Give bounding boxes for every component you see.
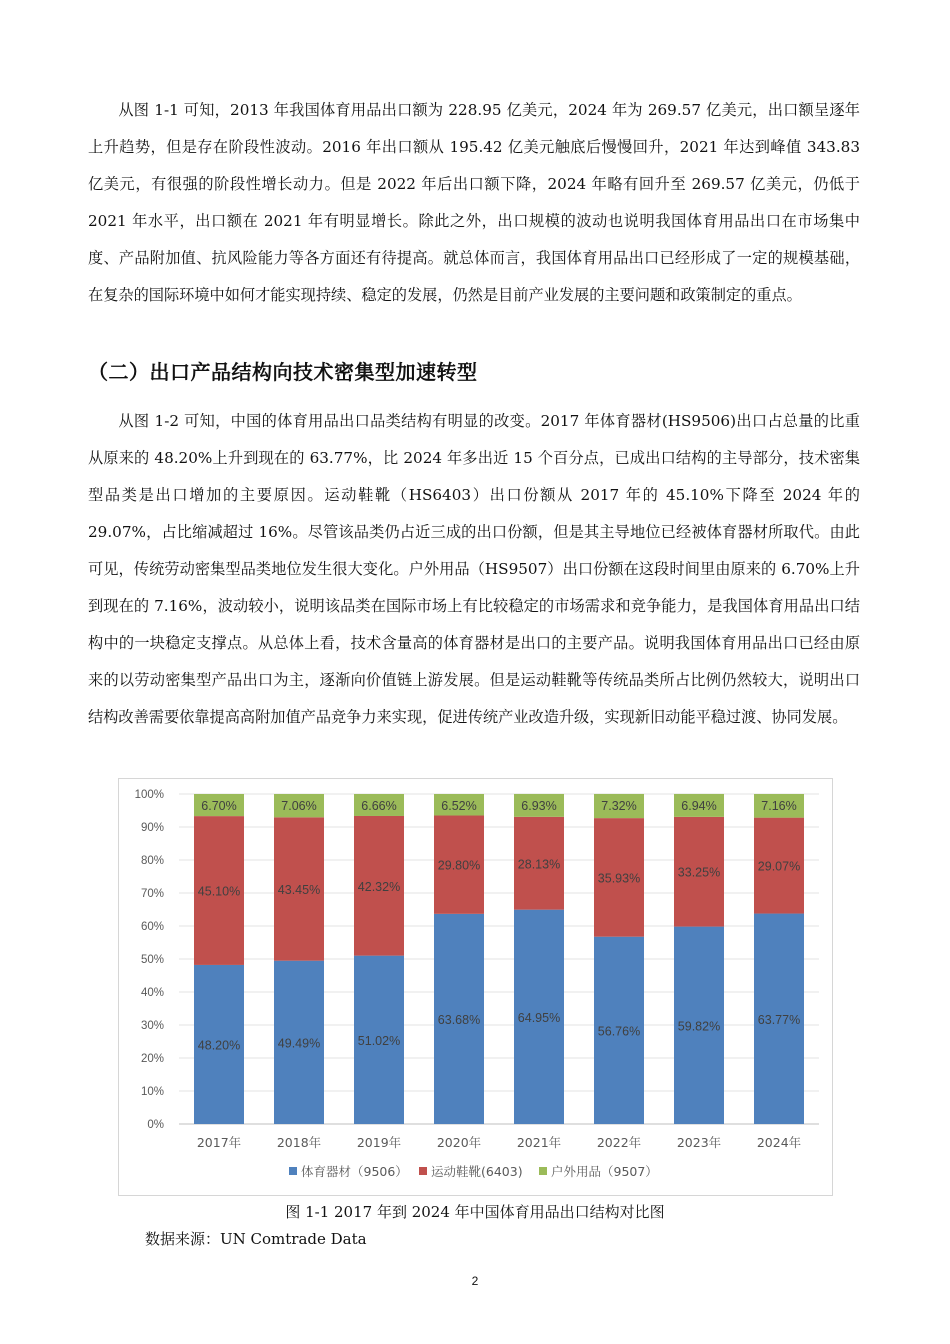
legend-label: 户外用品（9507） bbox=[551, 1164, 658, 1179]
legend-label: 体育器材（9506） bbox=[301, 1164, 408, 1179]
data-label: 6.52% bbox=[441, 799, 477, 813]
y-tick-label: 0% bbox=[147, 1119, 164, 1131]
data-label: 42.32% bbox=[357, 879, 401, 894]
data-label: 49.49% bbox=[277, 1036, 321, 1051]
data-label: 43.45% bbox=[277, 882, 321, 897]
x-tick-label: 2024年 bbox=[756, 1135, 802, 1150]
data-label: 7.32% bbox=[601, 798, 637, 813]
section-heading: （二）出口产品结构向技术密集型加速转型 bbox=[88, 360, 478, 384]
data-label: 63.77% bbox=[757, 1012, 801, 1027]
data-label: 63.68% bbox=[437, 1012, 481, 1027]
y-tick-label: 10% bbox=[140, 1086, 164, 1098]
y-tick-label: 30% bbox=[140, 1020, 164, 1032]
x-tick-label: 2023年 bbox=[676, 1135, 722, 1150]
legend-swatch bbox=[539, 1167, 547, 1175]
data-source: 数据来源：UN Comtrade Data bbox=[145, 1230, 367, 1248]
data-label: 6.70% bbox=[201, 799, 237, 813]
chart-frame bbox=[118, 778, 833, 1196]
data-label: 29.07% bbox=[757, 859, 801, 874]
data-label: 45.10% bbox=[197, 884, 241, 899]
y-tick-label: 80% bbox=[140, 855, 164, 867]
page-number: 2 bbox=[471, 1274, 479, 1288]
data-label: 35.93% bbox=[597, 871, 641, 886]
x-tick-label: 2021年 bbox=[516, 1135, 562, 1150]
paragraph-export-volume: 从图 1-1 可知，2013 年我国体育用品出口额为 228.95 亿美元，2024 年为 269.57 亿美元，出口额呈逐年上升趋势，但是存在阶段性波动。2016 年出口额从 195.42 亿美元触底后慢慢回升，2021 年达到峰值 343.83 亿美元，有很强的阶段性增长动力。但是 2022 年后出口额下降，2024 年略有回升至 269.57 亿美元，仍低于 2021 年水平，出口额在 2021 年有明显增长。除此之外，出口规模的波动也说明我国体育用品出口在市场集中度、产品附加值、抗风险能力等各方面还有待提高。就总体而言，我国体育用品出口已经形成了一定的规模基础，在复杂的国际环境中如何才能实现持续、稳定的发展，仍然是目前产业发展的主要问题和政策制定的重点。 bbox=[88, 101, 860, 304]
y-tick-label: 50% bbox=[140, 954, 164, 966]
y-tick-label: 90% bbox=[140, 822, 164, 834]
data-label: 59.82% bbox=[677, 1019, 721, 1034]
data-label: 28.13% bbox=[517, 857, 561, 872]
figure-caption: 图 1-1 2017 年到 2024 年中国体育用品出口结构对比图 bbox=[285, 1203, 665, 1221]
x-tick-label: 2022年 bbox=[596, 1135, 642, 1150]
data-label: 7.16% bbox=[761, 799, 797, 813]
x-tick-label: 2018年 bbox=[276, 1135, 322, 1150]
data-label: 48.20% bbox=[197, 1038, 241, 1053]
data-label: 29.80% bbox=[437, 858, 481, 873]
y-tick-label: 20% bbox=[140, 1053, 164, 1065]
legend-label: 运动鞋靴(6403) bbox=[431, 1164, 523, 1179]
x-tick-label: 2020年 bbox=[436, 1135, 482, 1150]
stacked-bar-chart bbox=[119, 779, 832, 1195]
y-tick-label: 100% bbox=[134, 789, 164, 801]
y-tick-label: 40% bbox=[140, 987, 164, 999]
paragraph-export-structure: 从图 1-2 可知，中国的体育用品出口品类结构有明显的改变。2017 年体育器材(HS9506)出口占总量的比重从原来的 48.20%上升到现在的 63.77%，比 2024 年多出近 15 个百分点，已成出口结构的主导部分，技术密集型品类是出口增加的主要原因。运动鞋靴（HS6403）出口份额从 2017 年的 45.10%下降至 2024 年的 29.07%，占比缩减超过 16%。尽管该品类仍占近三成的出口份额，但是其主导地位已经被体育器材所取代。由此可见，传统劳动密集型品类地位发生很大变化。户外用品（HS9507）出口份额在这段时间里由原来的 6.70%上升到现在的 7.16%，波动较小，说明该品类在国际市场上有比较稳定的市场需求和竞争能力，是我国体育用品出口结构中的一块稳定支撑点。从总体上看，技术含量高的体育器材是出口的主要产品。说明我国体育用品出口已经由原来的以劳动密集型产品出口为主，逐渐向价值链上游发展。但是运动鞋靴等传统品类所占比例仍然较大，说明出口结构改善需要依靠提高高附加值产品竞争力来实现，促进传统产业改造升级，实现新旧动能平稳过渡、协同发展。 bbox=[88, 412, 860, 726]
data-label: 56.76% bbox=[597, 1024, 641, 1039]
data-label: 7.06% bbox=[281, 799, 317, 813]
y-tick-label: 60% bbox=[140, 921, 164, 933]
data-label: 6.94% bbox=[681, 798, 717, 813]
x-tick-label: 2019年 bbox=[356, 1135, 402, 1150]
legend-swatch bbox=[419, 1167, 427, 1175]
data-label: 64.95% bbox=[517, 1010, 561, 1025]
data-label: 6.66% bbox=[361, 799, 397, 813]
data-label: 51.02% bbox=[357, 1033, 401, 1048]
x-tick-label: 2017年 bbox=[196, 1135, 242, 1150]
y-tick-label: 70% bbox=[140, 888, 164, 900]
legend-swatch bbox=[289, 1167, 297, 1175]
data-label: 6.93% bbox=[521, 798, 557, 813]
data-label: 33.25% bbox=[677, 865, 721, 880]
